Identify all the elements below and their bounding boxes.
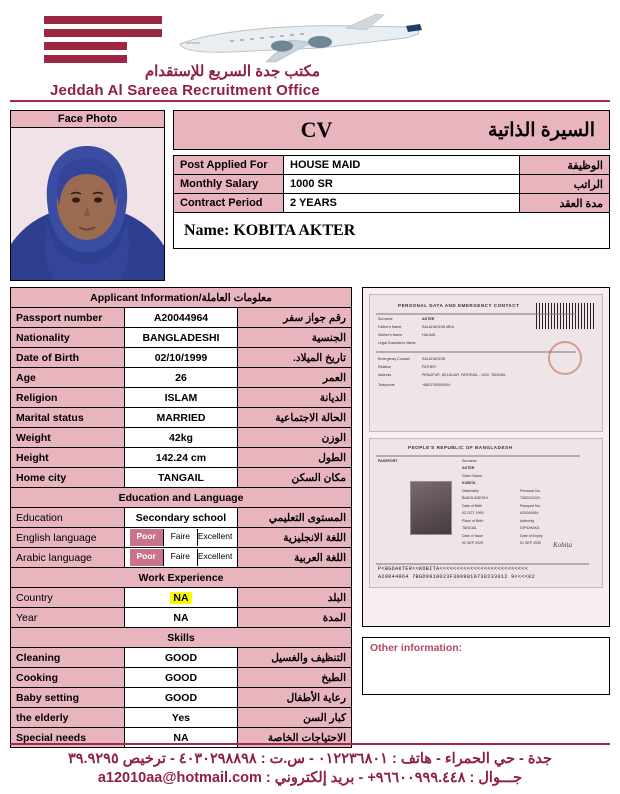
pp-number: A20044964 xyxy=(520,511,539,515)
table-row xyxy=(11,688,352,708)
rating-option-poor[interactable]: Poor xyxy=(130,549,164,566)
section-header-row xyxy=(11,288,352,308)
footer-contact-line: جـــوال : ٩٦٦٠٠٩٩٩.٤٤٨+ - بريد إلكتروني : a12010aa@hotmail.com xyxy=(97,770,523,786)
skill-label: Special needs xyxy=(11,728,125,748)
pp-father: SALAHUDDIN MEA xyxy=(422,325,454,329)
stamp-icon xyxy=(548,341,582,375)
applicant-name: Name: KOBITA AKTER xyxy=(173,213,610,249)
skill-label-ar: التنظيف والغسيل xyxy=(238,648,352,668)
education-label: Education xyxy=(11,508,125,528)
english-label-ar: اللغة الانجليزية xyxy=(238,528,352,548)
row-label: Home city xyxy=(11,468,125,488)
post-value: HOUSE MAID xyxy=(284,156,520,175)
row-label: Passport number xyxy=(11,308,125,328)
pp-pob: TANGAIL xyxy=(462,526,478,530)
post-label-ar: الوظيفة xyxy=(520,156,610,175)
skill-value: GOOD xyxy=(124,648,238,668)
other-information-box xyxy=(362,637,610,695)
table-row xyxy=(174,194,610,213)
table-row xyxy=(11,428,352,448)
arabic-label-ar: اللغة العربية xyxy=(238,548,352,568)
mrz-line-2: A20044964 7BGD9910023F3009010738233012 9<<<<02 xyxy=(378,574,535,580)
skill-label: Cooking xyxy=(11,668,125,688)
row-value: 42kg xyxy=(124,428,238,448)
row-label-ar: الحالة الاجتماعية xyxy=(238,408,352,428)
passport-photo xyxy=(410,481,452,535)
row-label: Date of Birth xyxy=(11,348,125,368)
applicant-information-table xyxy=(10,287,352,748)
pp-relation: FATHER xyxy=(422,365,436,369)
pp-issue: 02 SEP 2020 xyxy=(462,541,484,545)
table-row xyxy=(11,668,352,688)
table-row xyxy=(11,348,352,368)
pp-bio-surname: AKTER xyxy=(462,466,475,470)
row-label: Religion xyxy=(11,388,125,408)
passport-page-title: PERSONAL DATA AND EMERGENCY CONTACT xyxy=(398,303,520,308)
skill-value: GOOD xyxy=(124,688,238,708)
section-skills: Skills xyxy=(11,628,352,648)
row-value: 26 xyxy=(124,368,238,388)
footer-address-line: جدة - حي الحمراء - هاتف : ٠١٢٢٣٦٨٠١ - س.ت : ٤٠٣٠٢٩٨٨٩٨ - ترخيص ٣٩.٩٢٩٥ xyxy=(67,751,553,767)
row-label-ar: الديانة xyxy=(238,388,352,408)
pp-address: PIRAJPUR, DELDUAR, PATHRAIL - 1910, TANGAIL xyxy=(422,373,507,377)
pp-surname: AKTER xyxy=(422,317,435,321)
mrz-line-1: P<BGDAKTER<<KOBITA<<<<<<<<<<<<<<<<<<<<<<<<<< xyxy=(378,566,529,572)
row-label: Height xyxy=(11,448,125,468)
top-section xyxy=(10,110,610,281)
section-work: Work Experience xyxy=(11,568,352,588)
logo-bars-icon xyxy=(44,16,162,68)
skill-value: NA xyxy=(124,728,238,748)
skill-label-ar: كبار السن xyxy=(238,708,352,728)
table-row xyxy=(11,548,352,568)
rating-option-faire[interactable]: Faire xyxy=(164,549,198,566)
skill-value: Yes xyxy=(124,708,238,728)
pp-id: 7382310129 xyxy=(520,496,540,500)
mrz-block xyxy=(378,565,535,581)
table-row xyxy=(11,648,352,668)
row-value: ISLAM xyxy=(124,388,238,408)
table-row xyxy=(11,468,352,488)
row-value: BANGLADESHI xyxy=(124,328,238,348)
row-label-ar: العمر xyxy=(238,368,352,388)
pp-authority: DIP/DHAKA xyxy=(520,526,540,530)
post-details-table xyxy=(173,155,610,213)
skill-value: GOOD xyxy=(124,668,238,688)
table-row xyxy=(11,308,352,328)
row-value: 142.24 cm xyxy=(124,448,238,468)
right-column xyxy=(362,287,610,748)
row-label: Nationality xyxy=(11,328,125,348)
contract-label-ar: مدة العقد xyxy=(520,194,610,213)
left-column xyxy=(10,287,352,748)
contract-label: Contract Period xyxy=(174,194,284,213)
education-label-ar: المستوى التعليمي xyxy=(238,508,352,528)
table-row xyxy=(11,368,352,388)
year-label-ar: المدة xyxy=(238,608,352,628)
rating-option-poor[interactable]: Poor xyxy=(130,529,164,546)
arabic-label: Arabic language xyxy=(11,548,125,568)
pp-phone: +8801700000094 xyxy=(422,383,451,387)
cv-banner xyxy=(173,110,610,150)
section-header-row xyxy=(11,488,352,508)
country-value-text: NA xyxy=(170,592,191,604)
table-row xyxy=(11,388,352,408)
pp-nationality: BANGLADESHI xyxy=(462,496,488,500)
rating-option-excellent[interactable]: Excellent xyxy=(197,531,233,541)
barcode-icon xyxy=(536,303,596,329)
passport-page-biodata: PEOPLE'S REPUBLIC OF BANGLADESH PASSPORT Surname AKTER Given Name KOBITA Nationality BANGLADESHI Personal No. 7382310129 Date of Birth 02 OCT 1999 Passport No. A20044964 Place of Birth TANGAIL Authority DIP/DHAKA Date of Issue 02 SEP 2020 Date of Expiry 01 SEP 2030 Kobita P<BGDAKTER<<KOBITA<<<<<<<<<<<<<<<<<<<<<<<<<< A20044964 7BGD9910023F3009010738233012 9<<<<02 xyxy=(369,438,603,588)
contract-value: 2 YEARS xyxy=(284,194,520,213)
table-row xyxy=(11,508,352,528)
table-row xyxy=(11,528,352,548)
table-row xyxy=(11,448,352,468)
cv-title-ar: السيرة الذاتية xyxy=(488,119,595,141)
row-label: Age xyxy=(11,368,125,388)
cv-title-en: CV xyxy=(300,117,333,142)
row-label-ar: الجنسية xyxy=(238,328,352,348)
post-label: Post Applied For xyxy=(174,156,284,175)
table-row xyxy=(11,408,352,428)
row-label: Marital status xyxy=(11,408,125,428)
row-value: 02/10/1999 xyxy=(124,348,238,368)
row-label: Weight xyxy=(11,428,125,448)
passport-scan xyxy=(362,287,610,627)
pp-emergency: SALAHUDDIN xyxy=(422,357,446,361)
photo-box xyxy=(10,110,165,281)
airplane-icon xyxy=(170,10,430,70)
table-row xyxy=(174,175,610,194)
row-value: A20044964 xyxy=(124,308,238,328)
row-label-ar: مكان السكن xyxy=(238,468,352,488)
year-value: NA xyxy=(124,608,238,628)
document-footer xyxy=(10,743,610,788)
office-name-arabic: مكتب جدة السريع للإستقدام xyxy=(144,63,320,80)
pp-expiry: 01 SEP 2030 xyxy=(520,541,542,545)
pp-mother: HALIMA xyxy=(422,333,436,337)
row-label-ar: الطول xyxy=(238,448,352,468)
applicant-photo xyxy=(11,128,164,280)
education-value: Secondary school xyxy=(124,508,238,528)
table-row xyxy=(174,156,610,175)
signature: Kobita xyxy=(552,541,572,549)
table-row xyxy=(11,328,352,348)
table-row xyxy=(11,708,352,728)
salary-label-ar: الراتب xyxy=(520,175,610,194)
row-label-ar: الوزن xyxy=(238,428,352,448)
skill-label-ar: رعاية الأطفال xyxy=(238,688,352,708)
skill-label: Cleaning xyxy=(11,648,125,668)
year-label: Year xyxy=(11,608,125,628)
office-name-english: Jeddah Al Sareea Recruitment Office xyxy=(50,82,320,99)
rating-option-excellent[interactable]: Excellent xyxy=(197,551,233,561)
salary-value: 1000 SR xyxy=(284,175,520,194)
section-header-row xyxy=(11,568,352,588)
row-label-ar: رقم جواز سفر xyxy=(238,308,352,328)
passport-page-emergency: PERSONAL DATA AND EMERGENCY CONTACT Surname AKTER Father's Name SALAHUDDIN MEA Mother's Name HALIMA Legal Guardian's Name Emergency Contact SALAHUDDIN Relation FATHER Address PIRAJPUR, DELDUAR, PATHRAIL - 1910, TANGAIL Telephone +8801700000094 xyxy=(369,294,603,432)
country-value xyxy=(124,588,238,608)
skill-label-ar: الطبخ xyxy=(238,668,352,688)
country-label-ar: البلد xyxy=(238,588,352,608)
salary-label: Monthly Salary xyxy=(174,175,284,194)
pp-type-label: PASSPORT xyxy=(378,459,398,463)
skill-label: Baby setting xyxy=(11,688,125,708)
pp-country: PEOPLE'S REPUBLIC OF BANGLADESH xyxy=(408,445,513,450)
skill-label-ar: الاحتياجات الخاصة xyxy=(238,728,352,748)
country-label: Country xyxy=(11,588,125,608)
row-label-ar: تاريخ الميلاد. xyxy=(238,348,352,368)
section-education: Education and Language xyxy=(11,488,352,508)
english-label: English language xyxy=(11,528,125,548)
section-header-row xyxy=(11,628,352,648)
cv-header-area xyxy=(173,110,610,281)
arabic-rating xyxy=(124,548,238,568)
english-rating xyxy=(124,528,238,548)
row-value: MARRIED xyxy=(124,408,238,428)
photo-caption: Face Photo xyxy=(11,111,164,128)
other-information-label: Other information: xyxy=(370,642,463,654)
section-applicant: Applicant Information/معلومات العاملة xyxy=(11,288,352,308)
table-row xyxy=(11,588,352,608)
row-value: TANGAIL xyxy=(124,468,238,488)
rating-option-faire[interactable]: Faire xyxy=(164,529,198,546)
pp-given-name: KOBITA xyxy=(462,481,476,485)
skill-label: the elderly xyxy=(11,708,125,728)
main-content xyxy=(10,287,610,748)
pp-dob: 02 OCT 1999 xyxy=(462,511,484,515)
document-header xyxy=(10,6,610,102)
table-row xyxy=(11,608,352,628)
